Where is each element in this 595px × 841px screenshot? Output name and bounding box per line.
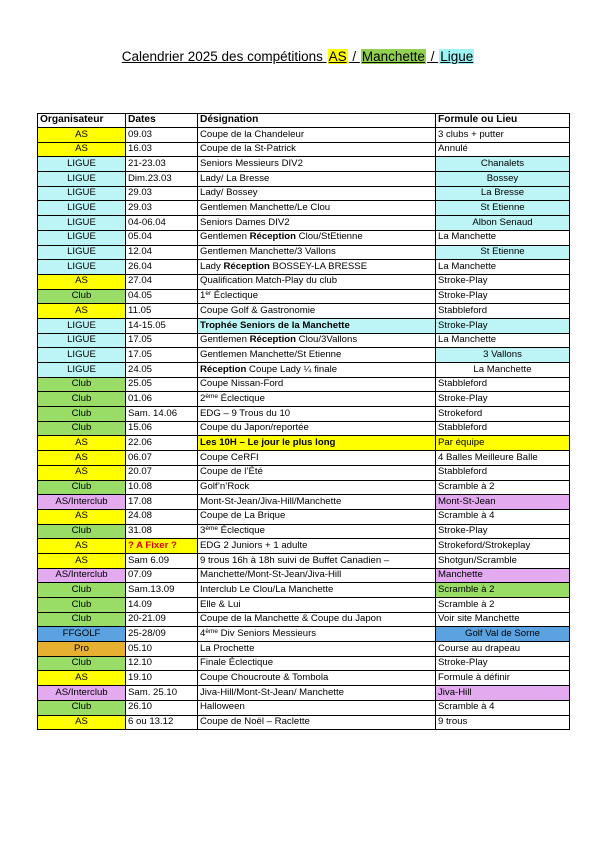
- designation-text: Finale Éclectique: [200, 657, 274, 669]
- designation-bold: Trophée Seniors de la Manchette: [200, 319, 350, 331]
- designation-sup: ème: [205, 392, 218, 400]
- date-cell: 05.10: [126, 642, 198, 657]
- date-cell: Dim.23.03: [126, 172, 198, 187]
- organisateur-cell: AS: [38, 304, 126, 319]
- title-manchette: Manchette: [361, 49, 425, 64]
- designation-cell: [198, 612, 436, 627]
- formule-cell: Stroke-Play: [436, 392, 570, 407]
- designation-text: Interclub Le Clou/La Manchette: [200, 583, 334, 595]
- date-cell: 05.04: [126, 230, 198, 245]
- designation-cell: [198, 421, 436, 436]
- table-row: [38, 421, 570, 436]
- designation-suffix: BOSSEY-LA BRESSE: [269, 260, 368, 272]
- page-title: [0, 49, 595, 64]
- designation-cell: [198, 128, 436, 143]
- title-sep1: /: [348, 49, 360, 64]
- organisateur-cell: LIGUE: [38, 172, 126, 187]
- organisateur-cell: AS: [38, 715, 126, 730]
- table-row: [38, 260, 570, 275]
- designation-cell: [198, 157, 436, 172]
- organisateur-cell: Pro: [38, 642, 126, 657]
- date-cell: 24.08: [126, 509, 198, 524]
- organisateur-cell: AS: [38, 274, 126, 289]
- designation-bold: Les 10H – Le jour le plus long: [200, 437, 336, 449]
- table-row: [38, 318, 570, 333]
- formule-cell: Scramble à 4: [436, 700, 570, 715]
- table-row: [38, 407, 570, 422]
- organisateur-cell: Club: [38, 407, 126, 422]
- date-cell: 24.05: [126, 363, 198, 378]
- formule-cell: Stroke-Play: [436, 656, 570, 671]
- date-cell: 17.05: [126, 333, 198, 348]
- formule-cell: Stroke-Play: [436, 289, 570, 304]
- table-row: [38, 172, 570, 187]
- table-row: [38, 348, 570, 363]
- designation-cell: [198, 451, 436, 466]
- table-row: [38, 245, 570, 260]
- organisateur-cell: LIGUE: [38, 216, 126, 231]
- table-row: [38, 216, 570, 231]
- date-cell: 26.04: [126, 260, 198, 275]
- designation-text: Jiva-Hill/Mont-St-Jean/ Manchette: [200, 686, 344, 698]
- formule-cell: La Manchette: [436, 230, 570, 245]
- title-ligue: Ligue: [440, 49, 474, 64]
- organisateur-cell: Club: [38, 480, 126, 495]
- organisateur-cell: AS/Interclub: [38, 495, 126, 510]
- designation-sup: er: [205, 290, 212, 298]
- organisateur-cell: Club: [38, 656, 126, 671]
- table-row: [38, 553, 570, 568]
- formule-cell: Stroke-Play: [436, 318, 570, 333]
- table-row: [38, 686, 570, 701]
- designation-cell: [198, 318, 436, 333]
- designation-text: Gentlemen: [200, 334, 250, 346]
- designation-text: Seniors Dames DIV2: [200, 216, 290, 228]
- designation-cell: [198, 201, 436, 216]
- designation-cell: [198, 686, 436, 701]
- designation-text: 2: [200, 392, 206, 404]
- date-cell: 09.03: [126, 128, 198, 143]
- designation-cell: [198, 172, 436, 187]
- date-cell: 17.05: [126, 348, 198, 363]
- formule-cell: Manchette: [436, 568, 570, 583]
- formule-cell: Scramble à 4: [436, 509, 570, 524]
- formule-cell: Stroke-Play: [436, 524, 570, 539]
- table-header-row: [38, 114, 570, 128]
- date-cell: 20.07: [126, 465, 198, 480]
- designation-text: Coupe Nissan-Ford: [200, 378, 284, 390]
- designation-text: Coupe de la St-Patrick: [200, 143, 296, 155]
- table-row: [38, 436, 570, 451]
- formule-cell: Stabbleford: [436, 465, 570, 480]
- formule-cell: La Bresse: [436, 186, 570, 201]
- formule-cell: Strokeford: [436, 407, 570, 422]
- table-row: [38, 201, 570, 216]
- designation-suffix: Éclectique: [218, 525, 265, 537]
- organisateur-cell: Club: [38, 421, 126, 436]
- designation-cell: [198, 392, 436, 407]
- designation-cell: [198, 304, 436, 319]
- designation-cell: [198, 700, 436, 715]
- designation-cell: [198, 642, 436, 657]
- formule-cell: Golf Val de Sorne: [436, 627, 570, 642]
- table-row: [38, 715, 570, 730]
- organisateur-cell: LIGUE: [38, 348, 126, 363]
- date-cell: Sam.13.09: [126, 583, 198, 598]
- designation-text: Qualification Match-Play du club: [200, 275, 338, 287]
- designation-cell: [198, 627, 436, 642]
- designation-cell: [198, 656, 436, 671]
- designation-cell: [198, 436, 436, 451]
- organisateur-cell: AS: [38, 509, 126, 524]
- date-cell: 12.10: [126, 656, 198, 671]
- organisateur-cell: LIGUE: [38, 245, 126, 260]
- header-dates: Dates: [126, 114, 198, 128]
- table-row: [38, 480, 570, 495]
- designation-cell: [198, 377, 436, 392]
- organisateur-cell: LIGUE: [38, 186, 126, 201]
- table-row: [38, 612, 570, 627]
- designation-cell: [198, 230, 436, 245]
- table-row: [38, 509, 570, 524]
- formule-cell: 9 trous: [436, 715, 570, 730]
- organisateur-cell: Club: [38, 598, 126, 613]
- organisateur-cell: AS: [38, 671, 126, 686]
- organisateur-cell: AS: [38, 436, 126, 451]
- designation-text: Mont-St-Jean/Jiva-Hill/Manchette: [200, 495, 342, 507]
- title-as: AS: [328, 49, 347, 64]
- date-cell: 25-28/09: [126, 627, 198, 642]
- designation-text: Gentlemen Manchette/Le Clou: [200, 202, 331, 214]
- date-cell: 6 ou 13.12: [126, 715, 198, 730]
- formule-cell: Scramble à 2: [436, 583, 570, 598]
- date-cell: 17.08: [126, 495, 198, 510]
- formule-cell: Chanalets: [436, 157, 570, 172]
- date-cell: 04.05: [126, 289, 198, 304]
- formule-cell: St Etienne: [436, 201, 570, 216]
- designation-text: Coupe du Japon/reportée: [200, 422, 309, 434]
- table-row: [38, 304, 570, 319]
- date-cell: 26.10: [126, 700, 198, 715]
- table-row: [38, 157, 570, 172]
- designation-text: Coupe de Noël – Raclette: [200, 716, 310, 728]
- date-cell: 29.03: [126, 186, 198, 201]
- organisateur-cell: LIGUE: [38, 230, 126, 245]
- date-cell: 25.05: [126, 377, 198, 392]
- designation-cell: [198, 465, 436, 480]
- designation-cell: [198, 186, 436, 201]
- designation-cell: [198, 509, 436, 524]
- designation-text: Halloween: [200, 701, 245, 713]
- designation-text: Gentlemen: [200, 231, 250, 243]
- designation-text: Coupe Golf & Gastronomie: [200, 304, 316, 316]
- organisateur-cell: AS: [38, 553, 126, 568]
- designation-text: 9 trous 16h à 18h suivi de Buffet Canadien –: [200, 554, 390, 566]
- organisateur-cell: AS: [38, 465, 126, 480]
- designation-cell: [198, 245, 436, 260]
- table-row: [38, 568, 570, 583]
- designation-cell: [198, 568, 436, 583]
- designation-text: Golf’n’Rock: [200, 481, 250, 493]
- formule-cell: Formule à définir: [436, 671, 570, 686]
- designation-suffix: Éclectique: [218, 392, 265, 404]
- designation-cell: [198, 715, 436, 730]
- formule-cell: Shotgun/Scramble: [436, 553, 570, 568]
- organisateur-cell: AS: [38, 451, 126, 466]
- designation-text: Coupe de la Manchette & Coupe du Japon: [200, 613, 382, 625]
- formule-cell: Stabbleford: [436, 421, 570, 436]
- designation-cell: [198, 289, 436, 304]
- formule-cell: La Manchette: [436, 363, 570, 378]
- organisateur-cell: Club: [38, 289, 126, 304]
- date-cell: 10.08: [126, 480, 198, 495]
- designation-cell: [198, 142, 436, 157]
- designation-text: Coupe de l’Été: [200, 466, 263, 478]
- table-row: [38, 583, 570, 598]
- formule-cell: Albon Senaud: [436, 216, 570, 231]
- organisateur-cell: FFGOLF: [38, 627, 126, 642]
- table-row: [38, 700, 570, 715]
- designation-suffix: Éclectique: [211, 290, 259, 302]
- designation-text: La Prochette: [200, 642, 255, 654]
- designation-text: Coupe CeRFI: [200, 451, 259, 463]
- designation-sup: ème: [205, 525, 218, 533]
- organisateur-cell: LIGUE: [38, 260, 126, 275]
- designation-cell: [198, 363, 436, 378]
- date-cell: Sam 6.09: [126, 553, 198, 568]
- organisateur-cell: Club: [38, 612, 126, 627]
- formule-cell: Mont-St-Jean: [436, 495, 570, 510]
- designation-bold: Réception: [223, 260, 270, 272]
- organisateur-cell: AS: [38, 539, 126, 554]
- header-designation: Désignation: [198, 114, 436, 128]
- designation-suffix: Coupe Lady ¼ finale: [246, 363, 338, 375]
- date-cell: 14.09: [126, 598, 198, 613]
- designation-text: EDG 2 Juniors + 1 adulte: [200, 539, 308, 551]
- formule-cell: Stroke-Play: [436, 274, 570, 289]
- organisateur-cell: Club: [38, 377, 126, 392]
- designation-suffix: Div Seniors Messieurs: [218, 627, 317, 639]
- formule-cell: Stabbleford: [436, 304, 570, 319]
- organisateur-cell: Club: [38, 392, 126, 407]
- designation-cell: [198, 583, 436, 598]
- designation-cell: [198, 216, 436, 231]
- organisateur-cell: LIGUE: [38, 201, 126, 216]
- table-row: [38, 671, 570, 686]
- designation-text: Coupe Choucroute & Tombola: [200, 672, 329, 684]
- header-formule: Formule ou Lieu: [436, 114, 570, 128]
- table-row: [38, 230, 570, 245]
- table-row: [38, 186, 570, 201]
- designation-cell: [198, 671, 436, 686]
- designation-cell: [198, 274, 436, 289]
- designation-text: Manchette/Mont-St-Jean/Jiva-Hill: [200, 569, 342, 581]
- header-organisateur: Organisateur: [38, 114, 126, 128]
- designation-text: Lady/ Bossey: [200, 187, 258, 199]
- organisateur-cell: LIGUE: [38, 157, 126, 172]
- formule-cell: 3 Vallons: [436, 348, 570, 363]
- date-cell: 19.10: [126, 671, 198, 686]
- table-row: [38, 451, 570, 466]
- table-row: [38, 656, 570, 671]
- formule-cell: 3 clubs + putter: [436, 128, 570, 143]
- designation-cell: [198, 348, 436, 363]
- formule-cell: Strokeford/Strokeplay: [436, 539, 570, 554]
- date-cell: 14-15.05: [126, 318, 198, 333]
- designation-sup: ème: [205, 627, 218, 635]
- date-cell: ? A Fixer ?: [126, 539, 198, 554]
- designation-cell: [198, 524, 436, 539]
- designation-cell: [198, 553, 436, 568]
- designation-suffix: Clou/3Vallons: [296, 334, 358, 346]
- designation-cell: [198, 260, 436, 275]
- formule-cell: Scramble à 2: [436, 598, 570, 613]
- designation-text: Coupe de La Brique: [200, 510, 286, 522]
- designation-bold: Réception: [200, 363, 247, 375]
- organisateur-cell: Club: [38, 583, 126, 598]
- date-cell: 22.06: [126, 436, 198, 451]
- designation-cell: [198, 407, 436, 422]
- formule-cell: Annulé: [436, 142, 570, 157]
- designation-text: EDG – 9 Trous du 10: [200, 407, 291, 419]
- designation-bold: Réception: [249, 231, 296, 243]
- formule-cell: Course au drapeau: [436, 642, 570, 657]
- date-cell: 11.05: [126, 304, 198, 319]
- formule-cell: 4 Balles Meilleure Balle: [436, 451, 570, 466]
- designation-text: 1: [200, 290, 206, 302]
- date-cell: 21-23.03: [126, 157, 198, 172]
- designation-cell: [198, 598, 436, 613]
- formule-cell: Jiva-Hill: [436, 686, 570, 701]
- table-row: [38, 392, 570, 407]
- designation-suffix: Clou/StEtienne: [296, 231, 363, 243]
- designation-text: Lady/ La Bresse: [200, 172, 270, 184]
- table-row: [38, 274, 570, 289]
- date-cell: 07.09: [126, 568, 198, 583]
- designation-text: Gentlemen Manchette/St Etienne: [200, 348, 342, 360]
- formule-cell: Bossey: [436, 172, 570, 187]
- table-row: [38, 289, 570, 304]
- formule-cell: Par équipe: [436, 436, 570, 451]
- table-row: [38, 377, 570, 392]
- designation-text: 3: [200, 525, 206, 537]
- designation-text: Elle & Lui: [200, 598, 241, 610]
- date-cell: 27.04: [126, 274, 198, 289]
- formule-cell: Stabbleford: [436, 377, 570, 392]
- designation-cell: [198, 539, 436, 554]
- designation-cell: [198, 333, 436, 348]
- date-cell: Sam. 25.10: [126, 686, 198, 701]
- designation-text: Seniors Messieurs DIV2: [200, 157, 303, 169]
- organisateur-cell: AS/Interclub: [38, 568, 126, 583]
- organisateur-cell: AS: [38, 128, 126, 143]
- title-sep2: /: [426, 49, 439, 64]
- table-row: [38, 333, 570, 348]
- date-cell: 15.06: [126, 421, 198, 436]
- table-row: [38, 524, 570, 539]
- formule-cell: La Manchette: [436, 260, 570, 275]
- table-row: [38, 128, 570, 143]
- table-row: [38, 363, 570, 378]
- table-row: [38, 495, 570, 510]
- formule-cell: St Etienne: [436, 245, 570, 260]
- organisateur-cell: AS: [38, 142, 126, 157]
- designation-cell: [198, 495, 436, 510]
- organisateur-cell: LIGUE: [38, 363, 126, 378]
- date-cell: 12.04: [126, 245, 198, 260]
- designation-text: Lady: [200, 260, 224, 272]
- organisateur-cell: AS/Interclub: [38, 686, 126, 701]
- table-row: [38, 598, 570, 613]
- date-cell: 06.07: [126, 451, 198, 466]
- organisateur-cell: Club: [38, 700, 126, 715]
- organisateur-cell: LIGUE: [38, 318, 126, 333]
- calendar-table: [37, 113, 570, 730]
- designation-text: Gentlemen Manchette/3 Vallons: [200, 246, 336, 258]
- table-row: [38, 627, 570, 642]
- date-cell: 04-06.04: [126, 216, 198, 231]
- organisateur-cell: LIGUE: [38, 333, 126, 348]
- designation-text: Coupe de la Chandeleur: [200, 128, 305, 140]
- designation-bold: Réception: [249, 334, 296, 346]
- title-prefix: Calendrier 2025 des compétitions: [121, 49, 327, 64]
- formule-cell: La Manchette: [436, 333, 570, 348]
- table-body: [38, 128, 570, 730]
- table-row: [38, 539, 570, 554]
- date-cell: 31.08: [126, 524, 198, 539]
- date-cell: 20-21.09: [126, 612, 198, 627]
- organisateur-cell: Club: [38, 524, 126, 539]
- date-cell: Sam. 14.06: [126, 407, 198, 422]
- formule-cell: Scramble à 2: [436, 480, 570, 495]
- designation-text: 4: [200, 627, 206, 639]
- table-row: [38, 642, 570, 657]
- table-row: [38, 465, 570, 480]
- date-cell: 01.06: [126, 392, 198, 407]
- date-cell: 29.03: [126, 201, 198, 216]
- date-cell: 16.03: [126, 142, 198, 157]
- table-row: [38, 142, 570, 157]
- designation-cell: [198, 480, 436, 495]
- formule-cell: Voir site Manchette: [436, 612, 570, 627]
